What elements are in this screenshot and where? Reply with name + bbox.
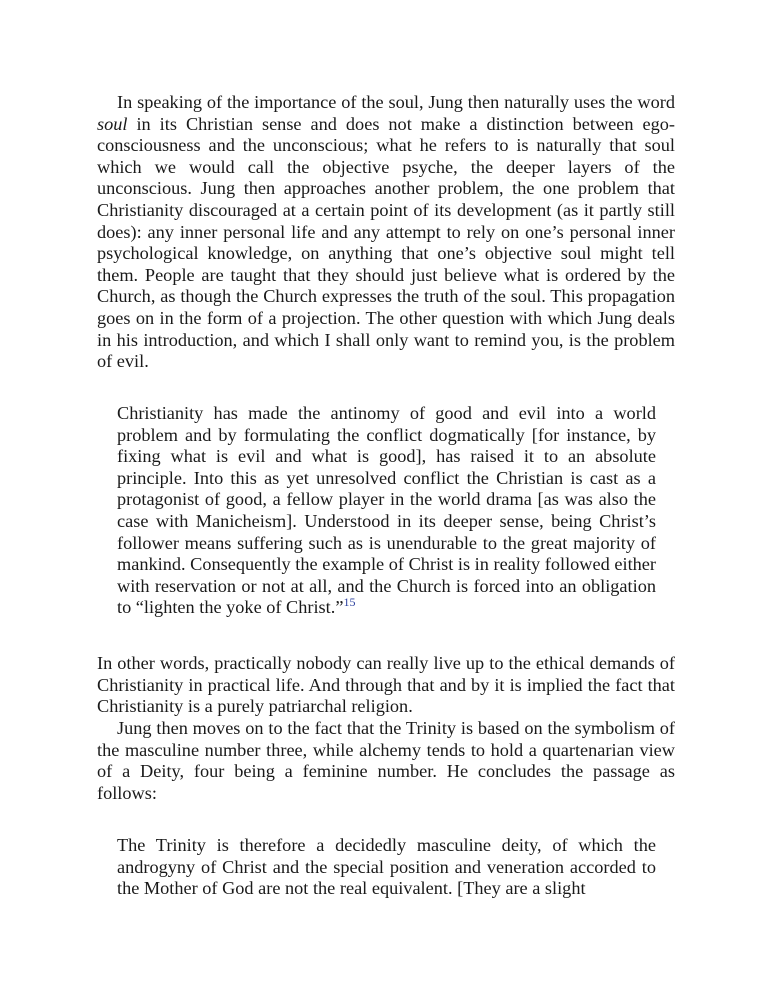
paragraph-text: In speaking of the importance of the soul, Jung then naturally uses the word <box>117 92 675 112</box>
emphasized-word: soul <box>97 113 128 134</box>
block-quote-good-and-evil <box>117 403 656 619</box>
footnote-reference[interactable]: 15 <box>343 595 356 610</box>
quote-text: The Trinity is therefore a decidedly masculine deity, of which the androgyny of Christ and the special position and veneration accorded to the Mother of God are not the real equivalent. [They are a slight <box>117 835 656 899</box>
body-paragraph-soul <box>97 92 675 373</box>
paragraph-text: In other words, practically nobody can really live up to the ethical demands of Christianity in practical life. And through that and by it is implied the fact that Christianity is a purely patriarchal religion. <box>97 653 675 717</box>
quote-text: Christianity has made the antinomy of good and evil into a world problem and by formulating the conflict dogmatically [for instance, by fixing what is evil and what is good], has raised it to an absolute principle. Into this as yet unresolved conflict the Christian is cast as a protagonist of good, a fellow player in the world drama [as was also the case with Manicheism]. Understood in its deeper sense, being Christ’s follower means suffering such as is unendurable to the great majority of mankind. Consequently the example of Christ is in reality followed either with reservation or not at all, and the Church is forced into an obligation to “lighten the yoke of Christ.” <box>117 403 656 618</box>
paragraph-text: Jung then moves on to the fact that the Trinity is based on the symbolism of the masculine number three, while alchemy tends to hold a quartenarian view of a Deity, four being a feminine number. He concludes the passage as follows: <box>97 718 675 803</box>
paragraph-text: in its Christian sense and does not make a distinction between ego-consciousness and the unconscious; what he refers to is naturally that soul which we would call the objective psyche, the deeper layers of the unconscious. Jung then approaches another problem, the one problem that Christianity discouraged at a certain point of its development (as it partly still does): any inner personal life and any attempt to rely on one’s personal inner psychological knowledge, on anything that one’s objective soul might tell them. People are taught that they should just believe what is ordered by the Church, as though the Church expresses the truth of the soul. This propagation goes on in the form of a projection. The other question with which Jung deals in his introduction, and which I shall only want to remind you, is the problem of evil. <box>97 113 675 372</box>
block-quote-trinity <box>117 835 656 900</box>
body-paragraph-ethical-demands <box>97 653 675 718</box>
body-paragraph-trinity <box>97 718 675 804</box>
